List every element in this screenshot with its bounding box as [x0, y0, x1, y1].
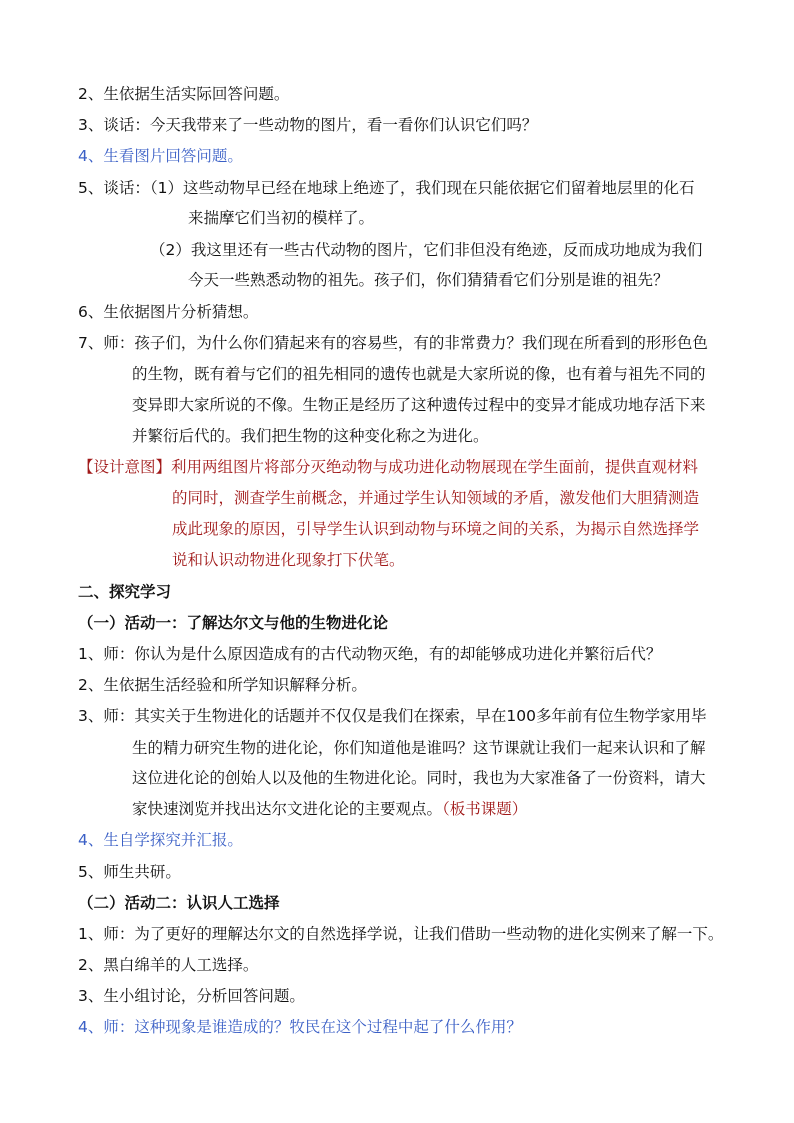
- text-line: 7、师：孩子们，为什么你们猜起来有的容易些，有的非常费力？我们现在所看到的形形色色: [78, 334, 708, 352]
- text-line: 4、生自学探究并汇报。: [78, 831, 243, 849]
- text-line: 4、师：这种现象是谁造成的？牧民在这个过程中起了什么作用？: [78, 1018, 522, 1036]
- design-intent-line: 【设计意图】利用两组图片将部分灭绝动物与成功进化动物展现在学生面前，提供直观材料: [78, 458, 699, 476]
- text-line: 4、生看图片回答问题。: [78, 147, 243, 165]
- design-intent-line: 说和认识动物进化现象打下伏笔。: [172, 551, 405, 569]
- blackboard-note: （板书课题）: [442, 800, 528, 818]
- section-heading: 二、探究学习: [78, 583, 172, 601]
- text-line: 2、生依据生活经验和所学知识解释分析。: [78, 676, 367, 694]
- text-line: 生的精力研究生物的进化论，你们知道他是谁吗？这节课就让我们一起来认识和了解: [132, 739, 706, 757]
- text-line: 3、生小组讨论，分析回答问题。: [78, 987, 305, 1005]
- text-line: 2、生依据生活实际回答问题。: [78, 85, 290, 103]
- design-intent-line: 的同时，测查学生前概念，并通过学生认知领域的矛盾，激发他们大胆猜测造: [172, 489, 700, 507]
- text-line: 1、师：你认为是什么原因造成有的古代动物灭绝，有的却能够成功进化并繁衍后代？: [78, 645, 662, 663]
- activity-heading: （一）活动一：了解达尔文与他的生物进化论: [78, 614, 389, 632]
- text-line: 2、黑白绵羊的人工选择。: [78, 956, 259, 974]
- text-line: 来揣摩它们当初的模样了。: [188, 209, 375, 227]
- text-line: 3、师：其实关于生物进化的话题并不仅仅是我们在探索，早在100多年前有位生物学家用毕: [78, 707, 707, 725]
- text-line: 今天一些熟悉动物的祖先。孩子们，你们猜猜看它们分别是谁的祖先？: [188, 271, 669, 289]
- text-line: 变异即大家所说的不像。生物正是经历了这种遗传过程中的变异才能成功地存活下来: [132, 396, 706, 414]
- text-line: [132, 799, 527, 819]
- text-line: 的生物，既有着与它们的祖先相同的遗传也就是大家所说的像，也有着与祖先不同的: [132, 365, 706, 383]
- activity-heading: （二）活动二：认识人工选择: [78, 894, 280, 912]
- text-line: 并繁衍后代的。我们把生物的这种变化称之为进化。: [132, 427, 489, 445]
- text-line: 6、生依据图片分析猜想。: [78, 303, 259, 321]
- text-line: 3、谈话：今天我带来了一些动物的图片，看一看你们认识它们吗？: [78, 116, 538, 134]
- text-line: （2）我这里还有一些古代动物的图片，它们非但没有绝迹，反而成功地成为我们: [150, 241, 703, 259]
- text-line: 1、师：为了更好的理解达尔文的自然选择学说，让我们借助一些动物的进化实例来了解一下。: [78, 925, 724, 943]
- text-line: 这位进化论的创始人以及他的生物进化论。同时，我也为大家准备了一份资料，请大: [132, 769, 706, 787]
- design-intent-line: 成此现象的原因，引导学生认识到动物与环境之间的关系，为揭示自然选择学: [172, 520, 700, 538]
- text-line: 5、师生共研。: [78, 863, 181, 881]
- text-line: 5、谈话：（1）这些动物早已经在地球上绝迹了，我们现在只能依据它们留着地层里的化石: [78, 179, 695, 197]
- text-segment: 家快速浏览并找出达尔文进化论的主要观点。: [132, 800, 443, 818]
